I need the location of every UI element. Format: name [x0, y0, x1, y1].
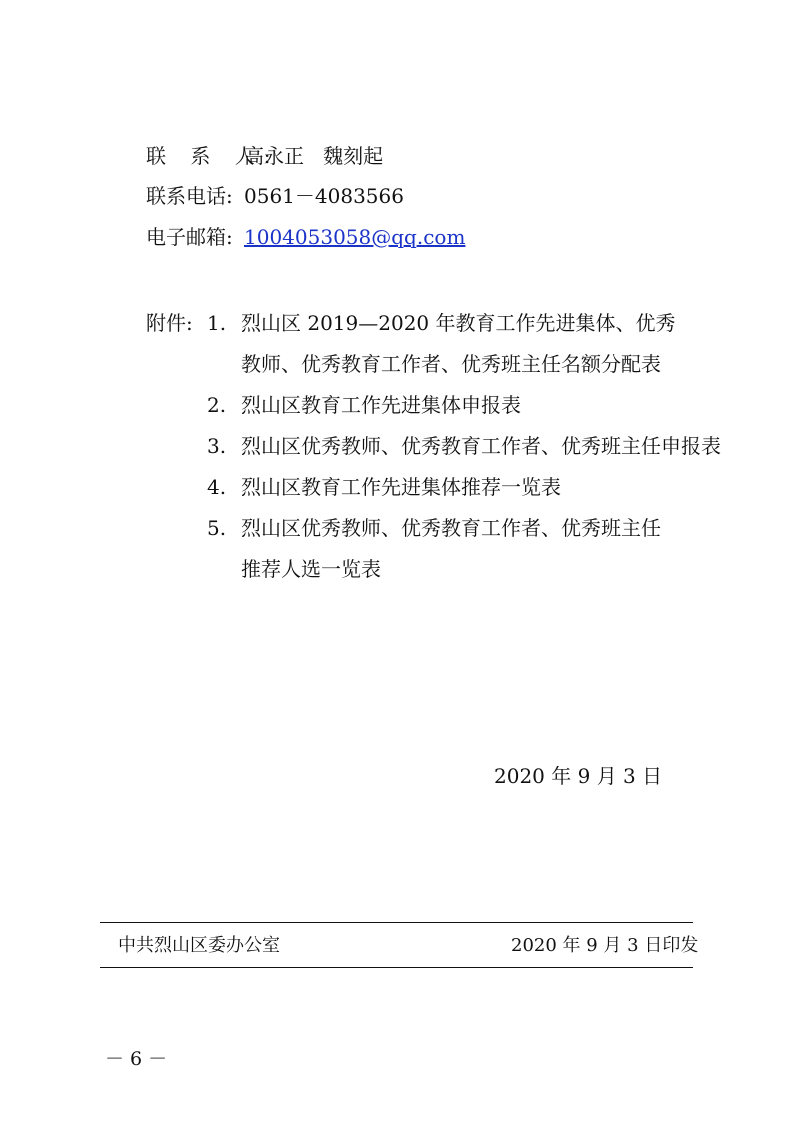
attachment-text: 烈山区 2019—2020 年教育工作先进集体、优秀: [241, 311, 676, 335]
attachment-number: 5.: [207, 516, 227, 540]
page-number: － 6 －: [105, 1048, 168, 1070]
footer-top-rule: [100, 922, 693, 923]
attachment-text: 推荐人选一览表: [241, 557, 381, 581]
contact-person-value: 高永正 魏刻起: [244, 144, 384, 168]
attachment-text: 烈山区优秀教师、优秀教育工作者、优秀班主任: [241, 516, 661, 540]
footer-bottom-rule: [100, 967, 693, 968]
attachment-number: 3.: [207, 434, 227, 458]
attachment-number: 4.: [207, 475, 227, 499]
attachments-label: 附件:: [146, 311, 193, 335]
attachment-text: 教师、优秀教育工作者、优秀班主任名额分配表: [241, 352, 661, 376]
contact-email-label: 电子邮箱:: [146, 225, 233, 249]
contact-phone-line: [146, 183, 404, 209]
attachment-text: 烈山区教育工作先进集体推荐一览表: [241, 475, 561, 499]
contact-email-line: [146, 224, 465, 250]
attachment-text: 烈山区教育工作先进集体申报表: [241, 393, 521, 417]
footer-issue-date: 2020 年 9 月 3 日印发: [511, 935, 699, 956]
attachment-text: 烈山区优秀教师、优秀教育工作者、优秀班主任申报表: [241, 434, 721, 458]
document-date: 2020 年 9 月 3 日: [494, 764, 663, 788]
attachment-number: 1.: [207, 311, 227, 335]
contact-phone-value: 0561－4083566: [244, 184, 404, 208]
contact-person-line: [146, 143, 383, 169]
footer-issuer: 中共烈山区委办公室: [118, 935, 280, 956]
attachment-number: 2.: [207, 393, 227, 417]
contact-email-link[interactable]: 1004053058@qq.com: [244, 225, 466, 249]
contact-phone-label: 联系电话:: [146, 184, 233, 208]
contact-person-label: 联 系 人:: [146, 144, 280, 168]
